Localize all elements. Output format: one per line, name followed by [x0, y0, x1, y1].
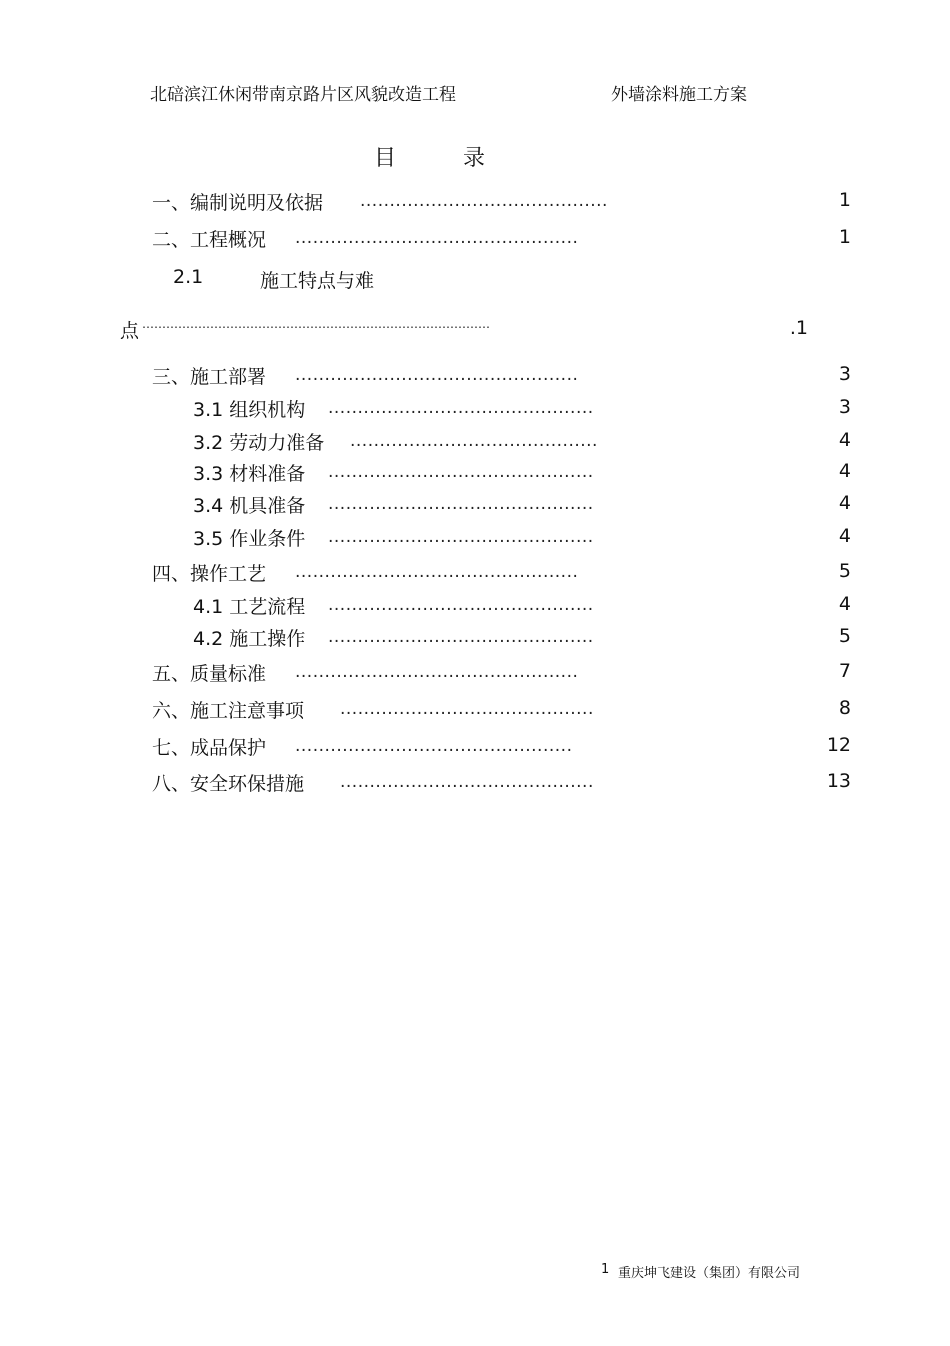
toc-entry-label: 六、施工注意事项 [152, 700, 305, 722]
toc-page-number: 3 [838, 396, 851, 418]
toc-page-number: 4 [838, 492, 851, 514]
toc-leader-dots: ................................................ [295, 662, 579, 682]
header-document-type: 外墙涂料施工方案 [611, 85, 747, 105]
toc-leader-dots: ................................................ [295, 562, 579, 582]
toc-page-number: 3 [838, 363, 851, 385]
toc-entry-label: 3.2 劳动力准备 [193, 432, 325, 454]
header-project-title: 北碚滨江休闲带南京路片区风貌改造工程 [150, 85, 456, 105]
footer-page-number: 1 [601, 1262, 610, 1277]
toc-page-number: .1 [789, 317, 808, 339]
toc-page-number: 4 [838, 593, 851, 615]
toc-title-right: 录 [463, 146, 486, 171]
toc-entry-label: 4.2 施工操作 [193, 628, 306, 650]
toc-leader-dots: ................................................ [295, 228, 579, 248]
toc-page-number: 1 [838, 226, 851, 248]
toc-page-number: 5 [838, 560, 851, 582]
toc-entry-label-continued: 点 [120, 320, 140, 342]
toc-page-number: 1 [838, 189, 851, 211]
toc-leader-dots: ............................................... [295, 736, 573, 756]
toc-entry-label: 3.5 作业条件 [193, 528, 306, 550]
toc-leader-dots: …………………………………………………………………………… [142, 317, 490, 331]
toc-entry-label: 3.1 组织机构 [193, 399, 306, 421]
toc-entry-label: 3.3 材料准备 [193, 463, 306, 485]
toc-page-number: 4 [838, 525, 851, 547]
toc-leader-dots: .......................................... [360, 191, 608, 211]
toc-page-number: 7 [838, 660, 851, 682]
toc-page-number: 13 [826, 770, 851, 792]
toc-entry-label: 4.1 工艺流程 [193, 596, 306, 618]
toc-leader-dots: ............................................. [328, 595, 594, 615]
toc-page-number: 8 [838, 697, 851, 719]
toc-leader-dots: ................................................ [295, 365, 579, 385]
toc-leader-dots: ............................................. [328, 462, 594, 482]
toc-leader-dots: ............................................. [328, 494, 594, 514]
toc-leader-dots: ........................................... [340, 699, 594, 719]
toc-entry-label: 三、施工部署 [152, 366, 267, 388]
toc-entry-label: 一、编制说明及依据 [152, 192, 324, 214]
toc-leader-dots: .......................................... [350, 431, 598, 451]
toc-entry-label: 四、操作工艺 [152, 563, 267, 585]
toc-page-number: 5 [838, 625, 851, 647]
toc-page-number: 12 [826, 734, 851, 756]
toc-leader-dots: ........................................... [340, 772, 594, 792]
toc-entry-label: 施工特点与难 [260, 270, 375, 292]
toc-entry-label: 五、质量标准 [152, 663, 267, 685]
toc-page-number: 4 [838, 460, 851, 482]
toc-entry-label: 3.4 机具准备 [193, 495, 306, 517]
toc-leader-dots: ............................................. [328, 527, 594, 547]
footer-company-name: 重庆坤飞建设（集团）有限公司 [618, 1266, 801, 1281]
toc-entry-label: 七、成品保护 [152, 737, 267, 759]
toc-entry-number: 2.1 [173, 266, 204, 288]
toc-entry-label: 八、安全环保措施 [152, 773, 305, 795]
toc-leader-dots: ............................................. [328, 627, 594, 647]
toc-page-number: 4 [838, 429, 851, 451]
toc-leader-dots: ............................................. [328, 398, 594, 418]
toc-entry-label: 二、工程概况 [152, 229, 267, 251]
toc-title-left: 目 [374, 146, 397, 171]
